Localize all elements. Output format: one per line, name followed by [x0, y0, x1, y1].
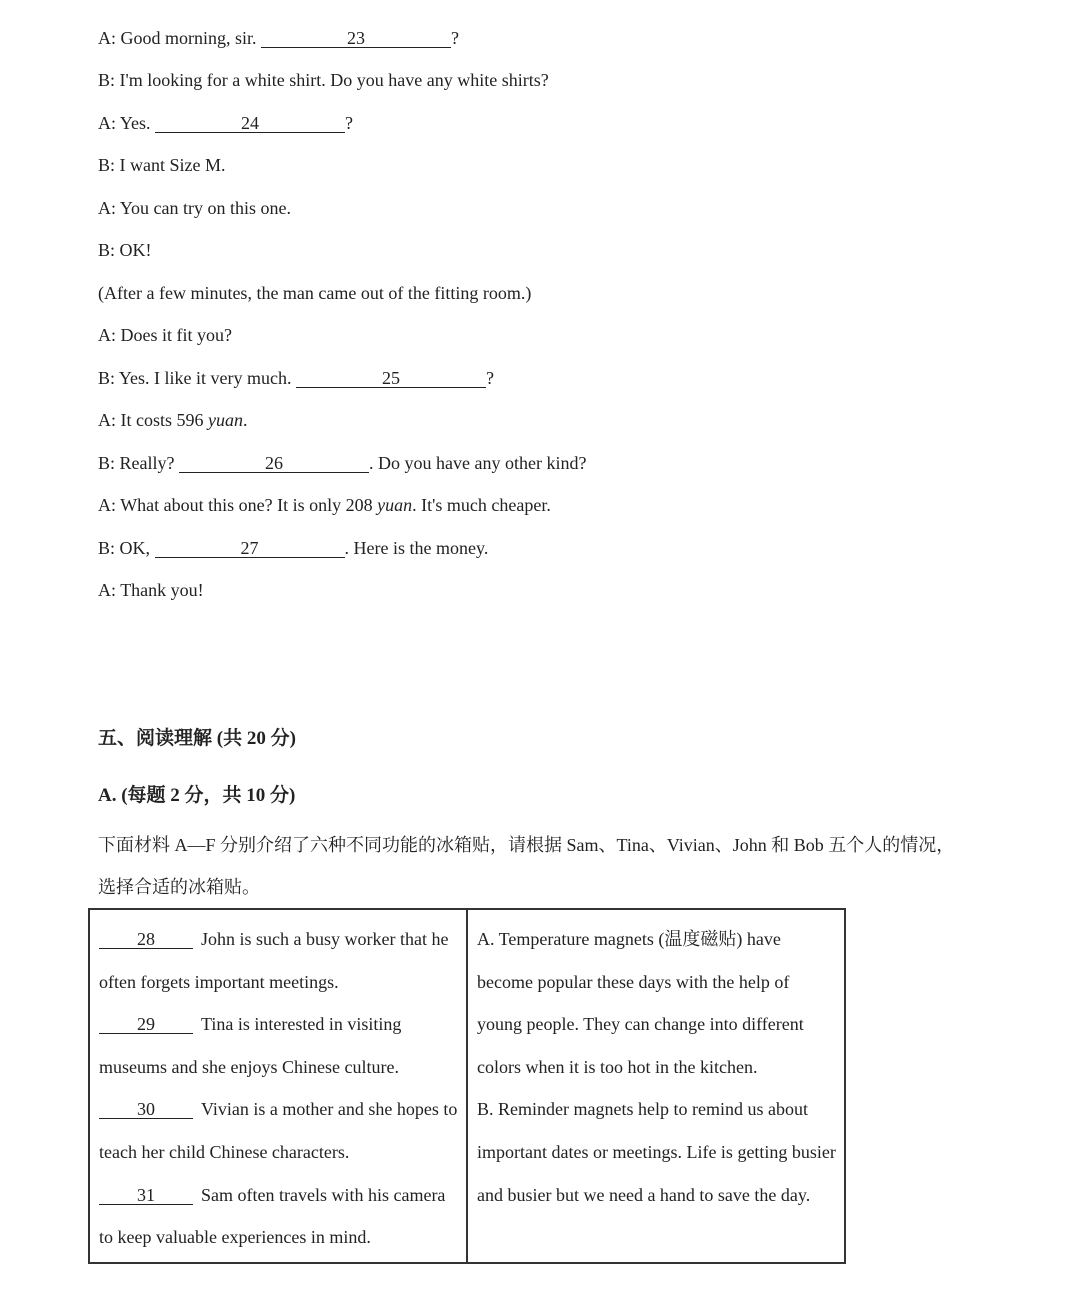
matching-table	[88, 908, 846, 1264]
magnets-column	[467, 909, 845, 1263]
instruction-line-2: 选择合适的冰箱贴。	[98, 877, 260, 897]
part-a-title: A. (每题 2 分，共 10 分)	[98, 785, 296, 806]
dialogue-line-6: B: OK!	[98, 240, 152, 260]
dialogue-line-13: B: OK, 27 . Here is the money.	[98, 538, 489, 558]
dialogue-line-4: B: I want Size M.	[98, 155, 226, 175]
person-entry: 28 John is such a busy worker that he often forgets important meetings.	[99, 929, 449, 992]
answer-blank-28[interactable]: 28	[99, 930, 193, 949]
dialogue-line-12: A: What about this one? It is only 208 yuan. It's much cheaper.	[98, 495, 551, 515]
dialogue-line-8: A: Does it fit you?	[98, 325, 232, 345]
answer-blank-24[interactable]: 24	[155, 114, 345, 133]
dialogue-line-14: A: Thank you!	[98, 580, 204, 600]
magnet-option-b: B. Reminder magnets help to remind us about important dates or meetings. Life is getting busier and busier but we need a hand to save the day.	[477, 1099, 836, 1205]
dialogue-line-9: B: Yes. I like it very much. 25 ?	[98, 368, 495, 388]
answer-blank-31[interactable]: 31	[99, 1186, 193, 1205]
answer-blank-23[interactable]: 23	[261, 29, 451, 48]
dialogue-line-11: B: Really? 26 . Do you have any other kind?	[98, 453, 587, 473]
person-entry: 29 Tina is interested in visiting museums and she enjoys Chinese culture.	[99, 1014, 402, 1077]
dialogue-line-3: A: Yes. 24 ?	[98, 113, 354, 133]
dialogue-line-10: A: It costs 596 yuan.	[98, 410, 248, 430]
dialogue-line-1: A: Good morning, sir. 23 ?	[98, 28, 460, 48]
answer-blank-27[interactable]: 27	[155, 539, 345, 558]
magnet-option-a: A. Temperature magnets (温度磁贴) have become popular these days with the help of young people. They can change into different colors when it is too hot in the kitchen.	[477, 929, 804, 1077]
person-entry: 30 Vivian is a mother and she hopes to teach her child Chinese characters.	[99, 1099, 458, 1162]
answer-blank-26[interactable]: 26	[179, 454, 369, 473]
narration-line: (After a few minutes, the man came out of the fitting room.)	[98, 283, 532, 303]
people-column	[89, 909, 467, 1263]
dialogue-line-2: B: I'm looking for a white shirt. Do you have any white shirts?	[98, 70, 549, 90]
section-title: 五、阅读理解 (共 20 分)	[98, 728, 296, 749]
answer-blank-25[interactable]: 25	[296, 369, 486, 388]
person-entry: 31 Sam often travels with his camera to keep valuable experiences in mind.	[99, 1184, 446, 1248]
answer-blank-29[interactable]: 29	[99, 1015, 193, 1034]
answer-blank-30[interactable]: 30	[99, 1100, 193, 1119]
instruction-line-1: 下面材料 A—F 分别介绍了六种不同功能的冰箱贴，请根据 Sam、Tina、Vivian、John 和 Bob 五个人的情况，	[98, 835, 955, 855]
dialogue-line-5: A: You can try on this one.	[98, 198, 292, 218]
